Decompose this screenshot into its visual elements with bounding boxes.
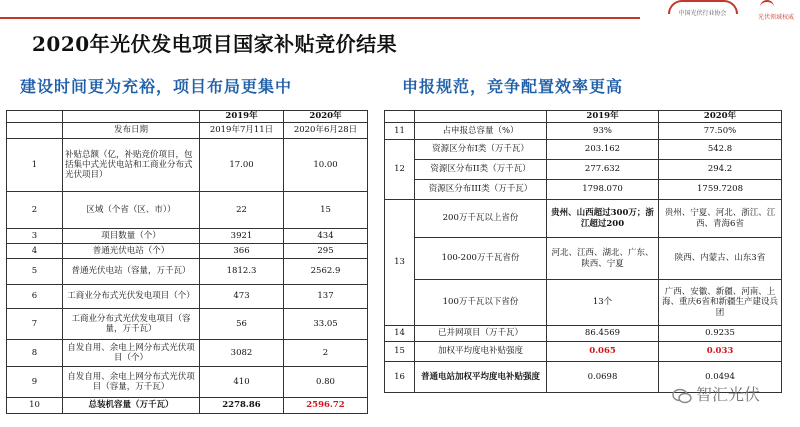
table-row [385, 140, 782, 160]
row-item: 工商业分布式光伏发电项目（个） [63, 285, 200, 309]
table-row [385, 180, 782, 200]
row-value-2020: 2596.72 [284, 398, 368, 414]
table-row [385, 326, 782, 342]
header-cell [415, 111, 547, 123]
row-number: 6 [7, 285, 63, 309]
row-item: 补贴总额（亿，补贴竞价项目，包括集中式光伏电站和工商业分布式光伏项目） [63, 139, 200, 192]
row-value-2019: 56 [200, 309, 284, 340]
row-value-2020: 0.9235 [659, 326, 782, 342]
row-item: 资源区分布I类（万千瓦） [415, 140, 547, 160]
table-row [385, 200, 782, 238]
secondary-logo [758, 0, 800, 22]
table-row [7, 244, 368, 259]
table-row [385, 238, 782, 280]
table-row [7, 139, 368, 192]
table-row [385, 280, 782, 326]
row-value-2020: 0.033 [659, 342, 782, 362]
table-row [7, 367, 368, 398]
subheader-cell: 发布日期 [63, 123, 200, 139]
row-number: 8 [7, 340, 63, 367]
logo2-text: 光伏领域权威 [758, 14, 795, 21]
row-item: 100-200万千瓦省份 [415, 238, 547, 280]
row-item: 自发自用、余电上网分布式光伏项目（容量，万千瓦） [63, 367, 200, 398]
row-value-2020: 2 [284, 340, 368, 367]
row-value-2019: 1798.070 [547, 180, 659, 200]
table-header-row [385, 111, 782, 123]
header-cell-2019: 2019年 [547, 111, 659, 123]
table-row [7, 259, 368, 285]
row-number: 11 [385, 123, 415, 140]
row-item: 普通光伏电站（容量，万千瓦） [63, 259, 200, 285]
row-value-2020: 10.00 [284, 139, 368, 192]
row-value-2020: 贵州、宁夏、河北、浙江、江西、青海6省 [659, 200, 782, 238]
table-row [7, 340, 368, 367]
row-item: 区域（个省（区、市）） [63, 192, 200, 229]
row-item: 已并网项目（万千瓦） [415, 326, 547, 342]
table-subheader-row [7, 123, 368, 139]
row-value-2020: 542.8 [659, 140, 782, 160]
row-value-2020: 2562.9 [284, 259, 368, 285]
page-title: 2020年光伏发电项目国家补贴竞价结果 [32, 32, 398, 56]
subheader-cell [7, 123, 63, 139]
row-item: 资源区分布III类（万千瓦） [415, 180, 547, 200]
row-number: 13 [385, 200, 415, 326]
row-number: 12 [385, 140, 415, 200]
row-value-2020: 广西、安徽、新疆、河南、上海、重庆6省和新疆生产建设兵团 [659, 280, 782, 326]
top-bar [0, 0, 800, 24]
row-number: 1 [7, 139, 63, 192]
row-value-2019: 河北、江西、湖北、广东、陕西、宁夏 [547, 238, 659, 280]
row-value-2019: 2278.86 [200, 398, 284, 414]
row-value-2019: 3082 [200, 340, 284, 367]
row-number: 4 [7, 244, 63, 259]
row-number: 9 [7, 367, 63, 398]
table-header-row [7, 111, 368, 123]
row-number: 10 [7, 398, 63, 414]
watermark-text: 智汇光伏 [696, 385, 761, 404]
row-value-2020: 0.80 [284, 367, 368, 398]
row-number: 7 [7, 309, 63, 340]
header-cell-2019: 2019年 [200, 111, 284, 123]
header-cell [7, 111, 63, 123]
row-value-2020: 1759.7208 [659, 180, 782, 200]
row-value-2019: 22 [200, 192, 284, 229]
header-cell [63, 111, 200, 123]
left-comparison-table [6, 110, 368, 414]
subheader-cell: 2020年6月28日 [284, 123, 368, 139]
header-cell-2020: 2020年 [284, 111, 368, 123]
row-value-2020: 295 [284, 244, 368, 259]
row-value-2019: 贵州、山西超过300万；浙江超过200 [547, 200, 659, 238]
row-value-2020: 294.2 [659, 160, 782, 180]
row-value-2020: 137 [284, 285, 368, 309]
logo-mark-icon [760, 0, 774, 12]
row-number: 3 [7, 229, 63, 244]
row-item: 工商业分布式光伏发电项目（容量，万千瓦） [63, 309, 200, 340]
row-value-2019: 473 [200, 285, 284, 309]
row-item: 资源区分布II类（万千瓦） [415, 160, 547, 180]
table-row [7, 398, 368, 414]
table-row [385, 160, 782, 180]
table-row [7, 192, 368, 229]
row-item: 加权平均度电补贴强度 [415, 342, 547, 362]
row-number: 14 [385, 326, 415, 342]
header-rule [0, 17, 640, 19]
left-section-title: 建设时间更为充裕，项目布局更集中 [20, 77, 293, 96]
row-value-2019: 93% [547, 123, 659, 140]
row-value-2019: 86.4569 [547, 326, 659, 342]
row-value-2019: 366 [200, 244, 284, 259]
table-row [385, 123, 782, 140]
row-value-2020: 15 [284, 192, 368, 229]
right-comparison-table [384, 110, 782, 393]
row-item: 200万千瓦以上省份 [415, 200, 547, 238]
row-value-2019: 0.0698 [547, 362, 659, 393]
row-item: 100万千瓦以下省份 [415, 280, 547, 326]
row-value-2019: 0.065 [547, 342, 659, 362]
right-section-title: 申报规范，竞争配置效率更高 [402, 77, 624, 96]
row-value-2019: 1812.3 [200, 259, 284, 285]
row-value-2019: 203.162 [547, 140, 659, 160]
row-item: 占申报总容量（%） [415, 123, 547, 140]
logo1-text: 中国光伏行业协会 [678, 10, 727, 17]
row-value-2020: 434 [284, 229, 368, 244]
row-item: 普通光伏电站（个） [63, 244, 200, 259]
row-item: 总装机容量（万千瓦） [63, 398, 200, 414]
header-cell [385, 111, 415, 123]
row-number: 5 [7, 259, 63, 285]
row-item: 项目数量（个） [63, 229, 200, 244]
row-value-2019: 410 [200, 367, 284, 398]
row-number: 16 [385, 362, 415, 393]
row-value-2020: 0.0494 [659, 362, 782, 393]
row-value-2020: 陕西、内蒙古、山东3省 [659, 238, 782, 280]
watermark [672, 382, 760, 405]
header-cell-2020: 2020年 [659, 111, 782, 123]
row-item: 普通电站加权平均度电补贴强度 [415, 362, 547, 393]
row-value-2020: 77.50% [659, 123, 782, 140]
row-number: 2 [7, 192, 63, 229]
cpia-logo [655, 0, 750, 20]
table-row [385, 342, 782, 362]
row-item: 自发自用、余电上网分布式光伏项目（个） [63, 340, 200, 367]
row-value-2020: 33.05 [284, 309, 368, 340]
table-row [7, 229, 368, 244]
row-number: 15 [385, 342, 415, 362]
row-value-2019: 3921 [200, 229, 284, 244]
table-row [7, 285, 368, 309]
row-value-2019: 277.632 [547, 160, 659, 180]
row-value-2019: 13个 [547, 280, 659, 326]
table-row [7, 309, 368, 340]
subheader-cell: 2019年7月11日 [200, 123, 284, 139]
row-value-2019: 17.00 [200, 139, 284, 192]
wechat-icon [672, 388, 692, 404]
